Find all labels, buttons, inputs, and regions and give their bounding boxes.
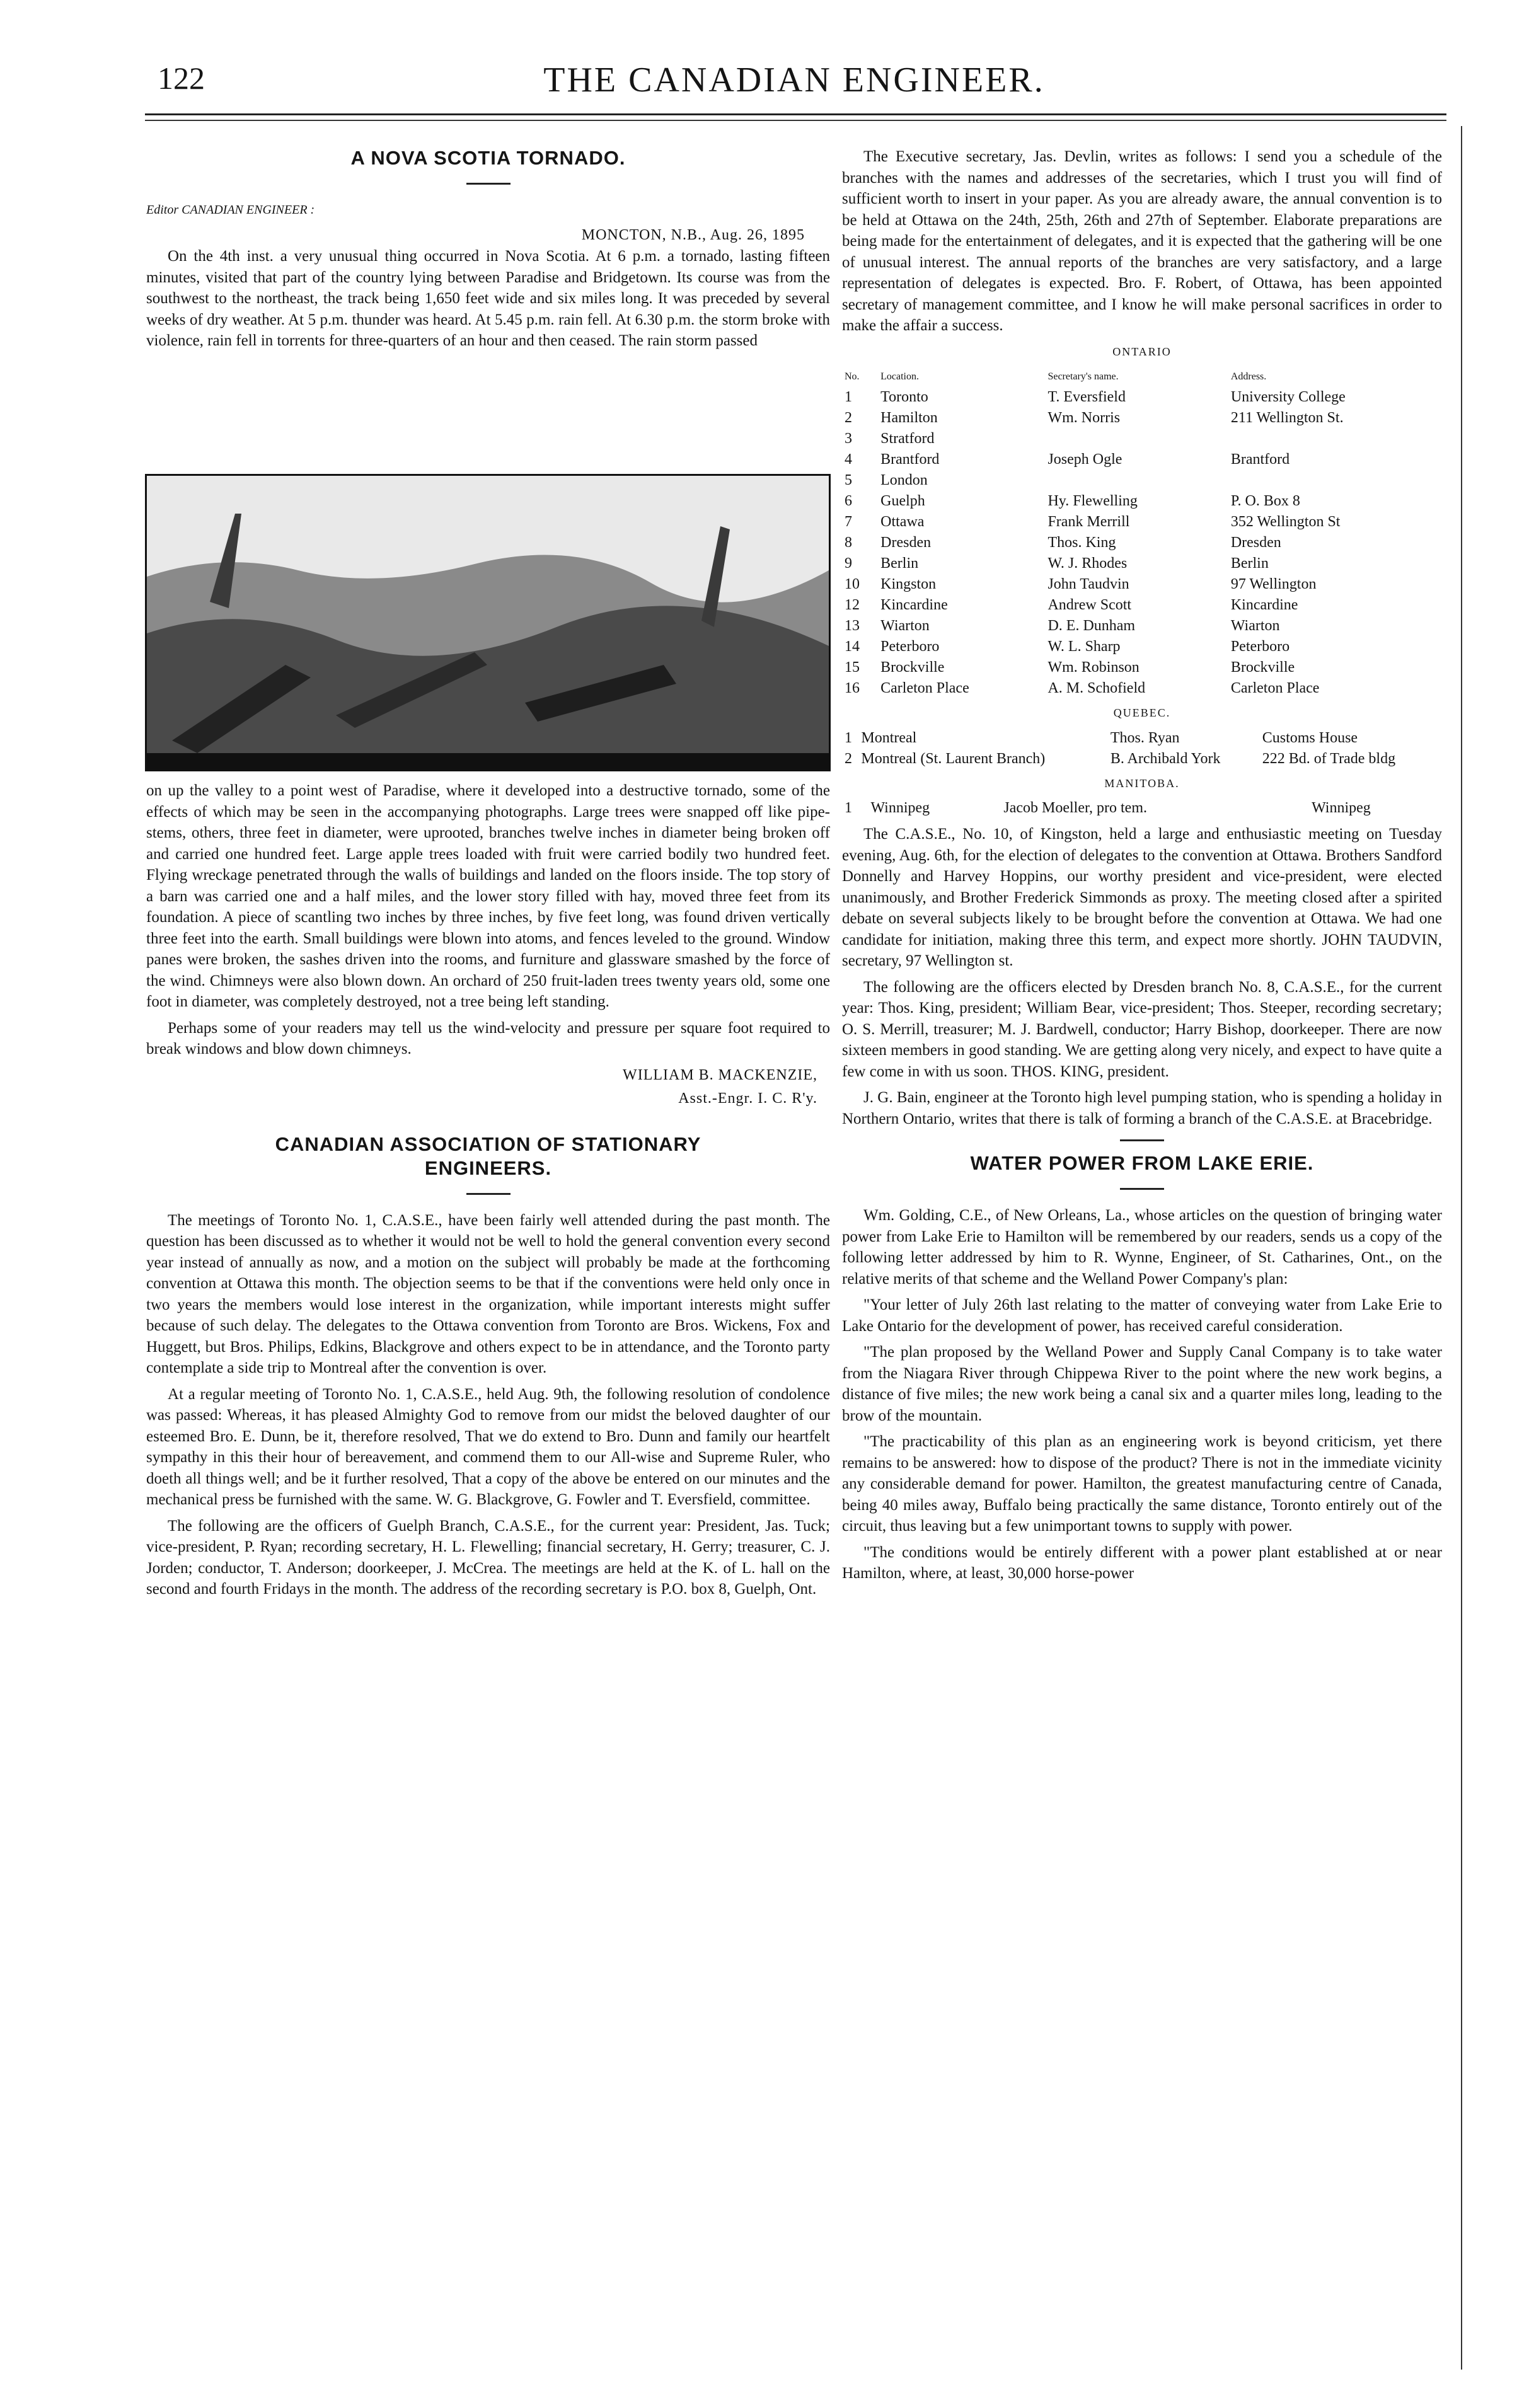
water-power-title: WATER POWER FROM LAKE ERIE. xyxy=(970,1152,1314,1174)
case-paragraph-3: The following are the officers of Guelph Branch, C.A.S.E., for the current year: President, Jas. Tuck; vice-president, P. Ryan; recording secretary, H. L. Flewelling; financial secretary, H. Gerry; treasurer, C. J. Jorden; conductor, T. Anderson; doorkeeper, J. McCrea. The meetings are held at the K. of L. hall on the second and fourth Fridays in the month. The address of the recording secretary is P.O. box 8, Guelph, Ont. xyxy=(146,1517,830,1598)
branch-no: 14 xyxy=(845,638,860,655)
branch-loc: Montreal xyxy=(861,729,917,746)
branch-addr: Dresden xyxy=(1230,534,1281,551)
section-divider xyxy=(1120,1139,1164,1141)
header-secretary: Secretary's name. xyxy=(1047,371,1119,382)
branch-sec: John Taudvin xyxy=(1047,576,1129,592)
header-location: Location. xyxy=(880,371,919,382)
secretary-intro: The Executive secretary, Jas. Devlin, writes as follows: I send you a schedule of the branches with the names and addresses of the secretaries, which I trust you will find of sufficient worth to insert in your paper. As you are already aware, the annual convention is to be held at Ottawa on the 24th, 25th, 26th and 27th of September. Elaborate preparations are being made for the entertainment of delegates, and it is expected that the gathering will be one of unusual interest. The annual reports of the branches are very satisfactory, and a large representation of delegates is expected. Bro. F. Robert, of Ottawa, has been appointed secretary of management committee, and I know he will make personal sacrifices in order to make the affair a success. xyxy=(842,148,1442,334)
branch-loc: Hamilton xyxy=(880,410,938,426)
tornado-paragraph-3: Perhaps some of your readers may tell us the wind-velocity and pressure per square foot required to break windows and blow down chimneys. xyxy=(146,1019,830,1057)
branch-sec xyxy=(1045,429,1228,449)
branch-sec: A. M. Schofield xyxy=(1047,680,1146,696)
branch-loc: Berlin xyxy=(880,555,919,572)
header-rule-thin xyxy=(145,120,1446,121)
water-title-rule xyxy=(1120,1188,1164,1190)
branch-addr: Carleton Place xyxy=(1230,680,1320,696)
water-paragraph-4: "The practicability of this plan as an engineering work is beyond criticism, yet there remains to be answered: how to dispose of the product? There is not in the immediate vicinity any considerable demand for power. Hamilton, the greatest manufacturing centre of Canada, being 40 miles away, Buffalo being practically the same distance, Toronto entirely out of the circuit, thus leaving but a few unimportant towns to supply with power. xyxy=(842,1433,1442,1535)
tornado-photograph xyxy=(145,474,831,771)
tornado-paragraph-2: on up the valley to a point west of Paradise, where it developed into a destructive tornado, some of the effects of which may be seen in the accompanying photographs. Large trees were snapped off like pipe-stems, others, three feet in diameter, were uprooted, branches twelve inches in diameter being broken off and carried one hundred feet. Large apple trees loaded with fruit were carried bodily two hundred feet. Flying wreckage penetrated through the walls of buildings and landed on the floors inside. The top story of a barn was carried one and a half miles, and the lower story filled with hay, moved three feet from its foundation. A piece of scantling two inches by three inches, by five feet long, was found driven vertically three feet into the earth. Small buildings were blown into atoms, and fences leveled to the ground. Window panes were broken, the sashes driven into the rooms, and furniture and glassware smashed by the force of the wind. Chimneys were also blown down. An orchard of 250 fruit-laden trees twenty years old, some one foot in diameter, was completely destroyed, not a tree being left standing. xyxy=(146,782,830,1010)
bain-paragraph: J. G. Bain, engineer at the Toronto high level pumping station, who is spending a holiday in Northern Ontario, writes that there is talk of forming a branch of the C.A.S.E. at Bracebridge. xyxy=(842,1089,1442,1127)
branch-row xyxy=(842,449,1442,470)
dateline: MONCTON, N.B., Aug. 26, 1895 xyxy=(581,226,805,243)
branch-row xyxy=(842,512,1442,533)
signature-name: WILLIAM B. MACKENZIE, xyxy=(623,1066,817,1083)
photograph-drawing xyxy=(147,476,829,769)
branch-row xyxy=(842,533,1442,553)
branch-row xyxy=(842,728,1442,749)
branch-sec: Thos. Ryan xyxy=(1110,729,1180,746)
branch-no: 6 xyxy=(845,493,852,509)
branch-no: 12 xyxy=(845,597,860,613)
water-paragraph-3: "The plan proposed by the Welland Power and Supply Canal Company is to take water from the Niagara River through Chippewa River to the point where the new work begins, a distance of five miles; the new work being a canal six and a quarter miles long, leading to the brow of the mountain. xyxy=(842,1344,1442,1424)
branch-loc: Ottawa xyxy=(880,514,925,530)
page-header xyxy=(145,60,1443,104)
branch-loc: Brantford xyxy=(880,451,940,468)
branch-no: 13 xyxy=(845,618,860,634)
branch-addr: University College xyxy=(1230,389,1346,405)
branch-no: 5 xyxy=(845,472,852,488)
tornado-title: A NOVA SCOTIA TORNADO. xyxy=(350,147,626,169)
branch-addr: P. O. Box 8 xyxy=(1230,493,1300,509)
branch-sec: T. Eversfield xyxy=(1047,389,1126,405)
branch-sec: Wm. Robinson xyxy=(1047,659,1140,676)
quebec-label: QUEBEC. xyxy=(1113,706,1171,719)
branch-addr: 211 Wellington St. xyxy=(1230,410,1344,426)
branches-header-row xyxy=(842,366,1442,387)
branch-sec: B. Archibald York xyxy=(1110,750,1221,767)
branch-row xyxy=(842,595,1442,616)
case-title-line-1: CANADIAN ASSOCIATION OF STATIONARY xyxy=(275,1132,701,1155)
right-column xyxy=(842,146,1442,1589)
left-column-lower xyxy=(146,780,830,1605)
title-rule xyxy=(466,183,511,185)
branch-sec: Wm. Norris xyxy=(1047,410,1121,426)
branch-no: 1 xyxy=(845,729,852,746)
branch-loc: Kingston xyxy=(880,576,937,592)
water-paragraph-5: "The conditions would be entirely different with a power plant established at or near Hamilton, where, at least, 30,000 horse-power xyxy=(842,1543,1442,1582)
branch-addr: 97 Wellington xyxy=(1230,576,1317,592)
branch-row xyxy=(842,637,1442,657)
branch-sec: W. L. Sharp xyxy=(1047,638,1121,655)
branch-sec: W. J. Rhodes xyxy=(1047,555,1128,572)
journal-title: THE CANADIAN ENGINEER. xyxy=(543,60,1045,100)
page-number: 122 xyxy=(158,60,205,96)
quebec-table xyxy=(842,728,1442,769)
branch-sec: Thos. King xyxy=(1047,534,1116,551)
branch-row xyxy=(842,491,1442,512)
branch-no: 4 xyxy=(845,451,852,468)
branch-sec: D. E. Dunham xyxy=(1047,618,1136,634)
branch-addr: Brockville xyxy=(1230,659,1295,676)
branch-addr xyxy=(1228,470,1442,491)
case-title-line-2: ENGINEERS. xyxy=(424,1156,552,1179)
branch-sec: Andrew Scott xyxy=(1047,597,1132,613)
branch-loc: Kincardine xyxy=(880,597,948,613)
editor-line: Editor CANADIAN ENGINEER : xyxy=(146,203,315,217)
branch-sec: Frank Merrill xyxy=(1047,514,1130,530)
dresden-paragraph: The following are the officers elected by Dresden branch No. 8, C.A.S.E., for the current year: Thos. King, president; William Bear, vice-president; Thos. Steeper, recording secretary; O. S. Merrill, treasurer; M. J. Bardwell, conductor; Harry Bishop, doorkeeper. There are now sixteen members in good standing. We are getting along very nicely, and expect to have quite a few come in with us soon. THOS. KING, president. xyxy=(842,978,1442,1080)
right-margin-rule xyxy=(1461,126,1462,2370)
branch-row xyxy=(842,574,1442,595)
branch-row xyxy=(842,678,1442,699)
branch-addr: Winnipeg xyxy=(1312,800,1371,816)
branch-sec xyxy=(1045,470,1228,491)
branch-addr: Wiarton xyxy=(1230,618,1280,634)
branch-sec: Joseph Ogle xyxy=(1047,451,1122,468)
branch-row xyxy=(842,657,1442,678)
branch-row xyxy=(842,387,1442,408)
branch-no: 1 xyxy=(845,800,852,816)
manitoba-rows xyxy=(842,798,1442,819)
branch-addr: Peterboro xyxy=(1230,638,1290,655)
branch-row xyxy=(842,798,1442,819)
branch-no: 9 xyxy=(845,555,852,572)
branch-loc: Toronto xyxy=(880,389,928,405)
branch-loc: Wiarton xyxy=(880,618,930,634)
manitoba-label: MANITOBA. xyxy=(1104,776,1180,790)
branch-row xyxy=(842,408,1442,429)
branch-no: 15 xyxy=(845,659,860,676)
branch-addr: Kincardine xyxy=(1230,597,1298,613)
branch-addr: 352 Wellington St xyxy=(1230,514,1341,530)
header-rule xyxy=(145,113,1446,115)
manitoba-table xyxy=(842,798,1442,819)
branch-no: 2 xyxy=(845,750,852,767)
case-paragraph-2: At a regular meeting of Toronto No. 1, C.A.S.E., held Aug. 9th, the following resolution of condolence was passed: Whereas, it has pleased Almighty God to remove from our midst the beloved daughter of our esteemed Bro. E. Dunn, be it, therefore resolved, That we do extend to Bro. Dunn and family our heartfelt sympathy in this their hour of bereavement, and commend them to our All-wise and Supreme Ruler, who doeth all things well; and be it further resolved, That a copy of the above be entered on our minutes and the mechanical press be furnished with the same. W. G. Blackgrove, G. Fowler and T. Eversfield, committee. xyxy=(146,1385,830,1508)
case-title-rule xyxy=(466,1193,511,1195)
water-paragraph-2: "Your letter of July 26th last relating to the matter of conveying water from Lake Erie to Lake Ontario for the development of power, has received careful consideration. xyxy=(842,1296,1442,1335)
branch-loc: Stratford xyxy=(880,430,935,447)
branch-loc: Guelph xyxy=(880,493,925,509)
branch-row xyxy=(842,616,1442,637)
branch-sec: Jacob Moeller, pro tem. xyxy=(1003,800,1147,816)
header-no: No. xyxy=(845,371,860,382)
water-paragraph-1: Wm. Golding, C.E., of New Orleans, La., whose articles on the question of bringing water power from Lake Erie to Hamilton will be remembered by our readers, sends us a copy of the following letter addressed by him to R. Wynne, Engineer, of St. Catharines, Ont., on the relative merits of that scheme and the Welland Power Company's plan: xyxy=(842,1207,1442,1288)
branch-no: 10 xyxy=(845,576,860,592)
branch-loc: Montreal (St. Laurent Branch) xyxy=(861,750,1046,767)
branches-table xyxy=(842,366,1442,699)
branch-loc: London xyxy=(880,472,928,488)
branch-addr xyxy=(1228,429,1442,449)
branch-addr: Brantford xyxy=(1230,451,1290,468)
branch-no: 3 xyxy=(845,430,852,447)
branch-no: 8 xyxy=(845,534,852,551)
branch-no: 7 xyxy=(845,514,852,530)
branch-row xyxy=(842,470,1442,491)
branch-loc: Dresden xyxy=(880,534,932,551)
branch-no: 1 xyxy=(845,389,852,405)
branch-addr: Berlin xyxy=(1230,555,1269,572)
case-paragraph-1: The meetings of Toronto No. 1, C.A.S.E., have been fairly well attended during the past month. The question has been discussed as to whether it would not be well to hold the general convention every second year instead of annually as now, and a motion on the subject will probably be made at the forthcoming convention at Ottawa this month. The objection seems to be that if the conventions were held only once in two years the members would lose interest in the organization, while important interests might suffer because of such delay. The delegates to the Ottawa convention from Toronto are Bros. Wickens, Fox and Huggett, but Bros. Philips, Edkins, Blackgrove and others expect to be in attendance, and the Toronto party contemplate a side trip to Montreal after the convention is over. xyxy=(146,1211,830,1376)
signature-title: Asst.-Engr. I. C. R'y. xyxy=(678,1090,817,1107)
branch-loc: Brockville xyxy=(880,659,945,676)
ontario-rows xyxy=(842,387,1442,699)
branch-addr: 222 Bd. of Trade bldg xyxy=(1262,750,1396,767)
branch-sec: Hy. Flewelling xyxy=(1047,493,1138,509)
branch-no: 2 xyxy=(845,410,852,426)
branch-row xyxy=(842,429,1442,449)
branch-loc: Peterboro xyxy=(880,638,940,655)
ontario-label: ONTARIO xyxy=(1112,345,1172,358)
branch-row xyxy=(842,553,1442,574)
branch-loc: Carleton Place xyxy=(880,680,969,696)
kingston-paragraph: The C.A.S.E., No. 10, of Kingston, held a large and enthusiastic meeting on Tuesday evening, Aug. 6th, for the election of delegates to the convention at Ottawa. Brothers Sandford Donnelly and Harvey Hoppins, our worthy president and vice-president, were elected unanimously, and Brother Frederick Simmonds as proxy. The meeting closed after a spirited debate on several subjects likely to be brought before the convention at Ottawa. We had one candidate for initiation, making three this term, and expect more shortly. JOHN TAUDVIN, secretary, 97 Wellington st. xyxy=(842,826,1442,969)
branch-no: 16 xyxy=(845,680,860,696)
tornado-article-top xyxy=(146,146,830,357)
branch-addr: Customs House xyxy=(1262,729,1358,746)
branch-loc: Winnipeg xyxy=(870,800,930,816)
tornado-paragraph-1: On the 4th inst. a very unusual thing occurred in Nova Scotia. At 6 p.m. a tornado, lasting fifteen minutes, visited that part of the country lying between Paradise and Bridgetown. Its course was from the southwest to the northeast, the track being 1,650 feet wide and six miles long. It was preceded by several weeks of dry weather. At 5 p.m. thunder was heard. At 5.45 p.m. rain fell. At 6.30 p.m. the storm broke with violence, rain fell in torrents for three-quarters of an hour and then ceased. The rain storm passed xyxy=(146,248,830,349)
branch-row xyxy=(842,749,1442,769)
header-address: Address. xyxy=(1230,371,1267,382)
quebec-rows xyxy=(842,728,1442,769)
